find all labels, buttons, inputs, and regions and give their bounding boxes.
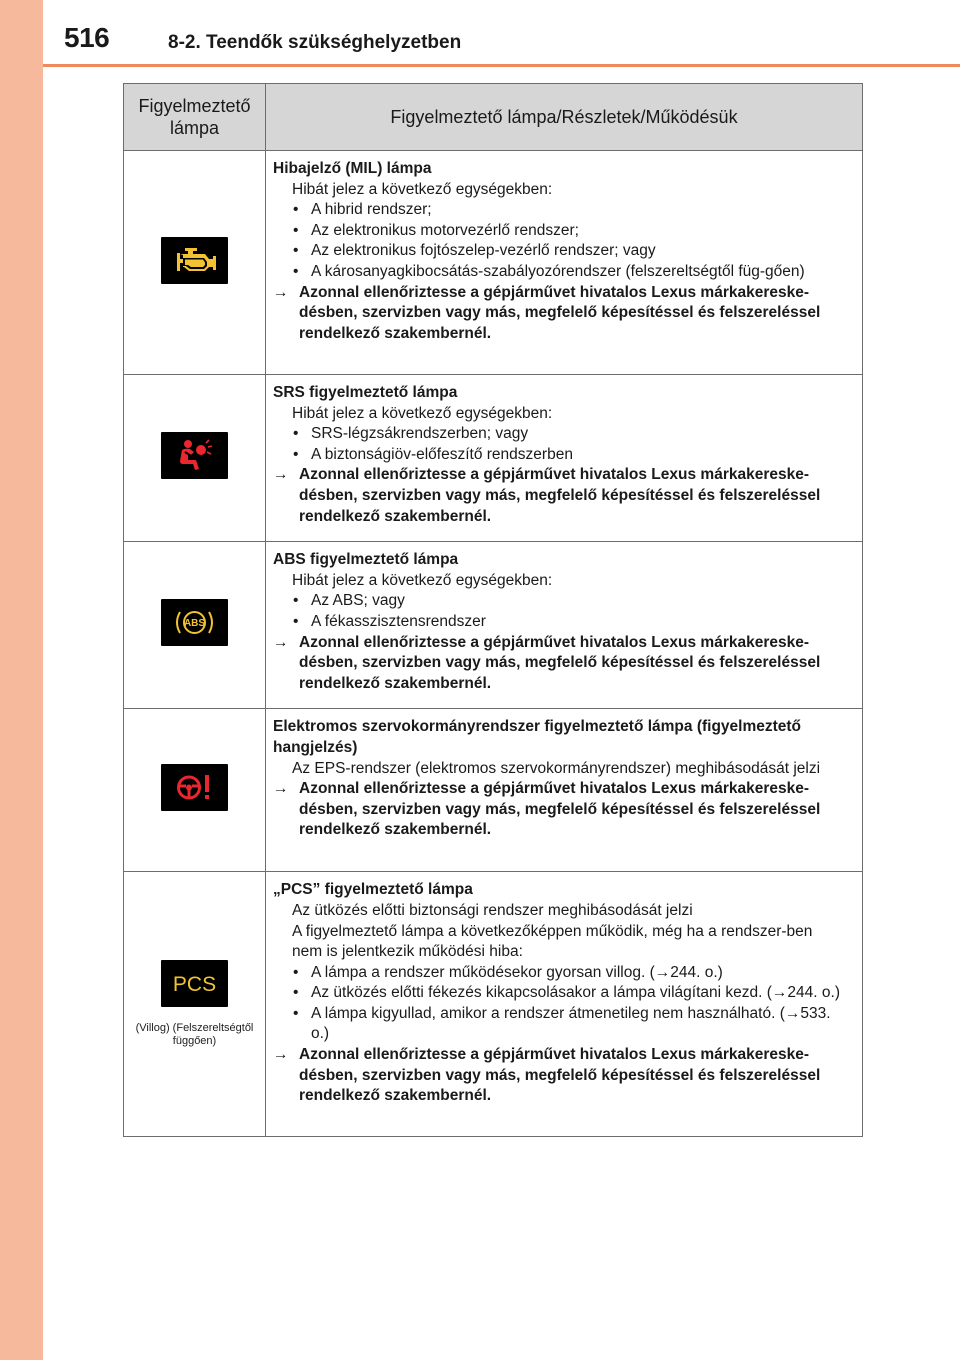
side-color-strip xyxy=(0,0,43,1360)
row-description xyxy=(266,542,863,709)
action-note: → Azonnal ellenőriztesse a gépjárművet hivatalos Lexus márkakereske-désben, szervizben vagy más, megfelelő képesítéssel és felszereléssel rendelkező szakembernél. xyxy=(273,466,821,525)
list-item: • A lámpa kigyullad, amikor a rendszer átmenetileg nem használható. (→533. o.) xyxy=(293,1004,831,1043)
icon-caption: (Villog) (Felszereltségtől függően) xyxy=(135,1022,254,1048)
row-title: ABS figyelmeztető lámpa xyxy=(273,551,459,569)
row-title: Elektromos szervokormányrendszer figyelmeztető lámpa (figyelmeztető hangjelzés) xyxy=(273,718,802,756)
icon-cell xyxy=(124,151,266,375)
list-item: • A károsanyagkibocsátás-szabályozórendszer (felszereltségtől füg-gően) xyxy=(293,262,805,280)
pcs-icon-label: PCS xyxy=(172,973,217,997)
action-note: → Azonnal ellenőriztesse a gépjárművet hivatalos Lexus márkakereske-désben, szervizben vagy más, megfelelő képesítéssel és felszereléssel rendelkező szakembernél. xyxy=(273,1046,821,1105)
steering-warning-icon xyxy=(161,764,228,811)
warning-lamp-table xyxy=(123,83,863,1137)
row-title: Hibajelző (MIL) lámpa xyxy=(273,160,432,177)
row-intro: Az EPS-rendszer (elektromos szervokormányrendszer) meghibásodását jelzi xyxy=(292,759,821,777)
row-intro: Hibát jelez a következő egységekben: xyxy=(292,571,553,589)
list-item: • SRS-légzsákrendszerben; vagy xyxy=(293,425,529,443)
row-intro: Az ütközés előtti biztonsági rendszer meghibásodását jelzi xyxy=(292,901,693,919)
col-header-details: Figyelmeztető lámpa/Részletek/Működésük xyxy=(266,84,863,151)
table-header-row xyxy=(124,84,863,151)
icon-cell xyxy=(124,375,266,542)
list-item: • Az elektronikus motorvezérlő rendszer; xyxy=(293,221,579,239)
row-intro-2: A figyelmeztető lámpa a következőképpen működik, még ha a rendszer-ben nem is jelentkezik működési hiba: xyxy=(292,922,813,961)
page-number: 516 xyxy=(64,22,110,53)
abs-icon xyxy=(161,599,228,646)
row-description xyxy=(266,709,863,872)
airbag-icon xyxy=(161,432,228,479)
section-title: 8-2. Teendők szükséghelyzetben xyxy=(168,32,462,53)
table-row xyxy=(124,151,863,375)
list-item: • A biztonságiöv-előfeszítő rendszerben xyxy=(293,445,573,463)
list-item: • A fékasszisztensrendszer xyxy=(293,612,486,630)
table-row xyxy=(124,709,863,872)
row-intro: Hibát jelez a következő egységekben: xyxy=(292,180,553,198)
list-item: • Az elektronikus fojtószelep-vezérlő rendszer; vagy xyxy=(293,242,656,260)
col-header-lamp: Figyelmeztető lámpa xyxy=(124,84,266,151)
action-note: → Azonnal ellenőriztesse a gépjárművet hivatalos Lexus márkakereske-désben, szervizben vagy más, megfelelő képesítéssel és felszereléssel rendelkező szakembernél. xyxy=(273,633,821,692)
icon-cell xyxy=(124,542,266,709)
row-intro: Hibát jelez a következő egységekben: xyxy=(292,404,553,422)
icon-cell xyxy=(124,872,266,1137)
list-item: • Az ABS; vagy xyxy=(293,592,405,610)
abs-icon-label: ABS xyxy=(183,618,206,630)
row-title: SRS figyelmeztető lámpa xyxy=(273,384,458,401)
header-divider xyxy=(43,64,960,67)
table-row xyxy=(124,542,863,709)
list-item: • A hibrid rendszer; xyxy=(293,201,432,219)
row-description xyxy=(266,375,863,542)
row-description xyxy=(266,151,863,375)
list-item: • Az ütközés előtti fékezés kikapcsolásakor a lámpa világítani kezd. (→244. o.) xyxy=(293,984,840,1002)
row-description xyxy=(266,872,863,1137)
pcs-icon xyxy=(161,960,228,1007)
check-engine-icon xyxy=(161,237,228,284)
list-item: • A lámpa a rendszer működésekor gyorsan villog. (→244. o.) xyxy=(293,963,723,981)
icon-cell xyxy=(124,709,266,872)
action-note: → Azonnal ellenőriztesse a gépjárművet hivatalos Lexus márkakereske-désben, szervizben vagy más, megfelelő képesítéssel és felszereléssel rendelkező szakembernél. xyxy=(273,780,821,839)
action-note: → Azonnal ellenőriztesse a gépjárművet hivatalos Lexus márkakereske-désben, szervizben vagy más, megfelelő képesítéssel és felszereléssel rendelkező szakembernél. xyxy=(273,283,821,342)
table-row xyxy=(124,872,863,1137)
table-row xyxy=(124,375,863,542)
row-title: „PCS” figyelmeztető lámpa xyxy=(273,881,473,899)
